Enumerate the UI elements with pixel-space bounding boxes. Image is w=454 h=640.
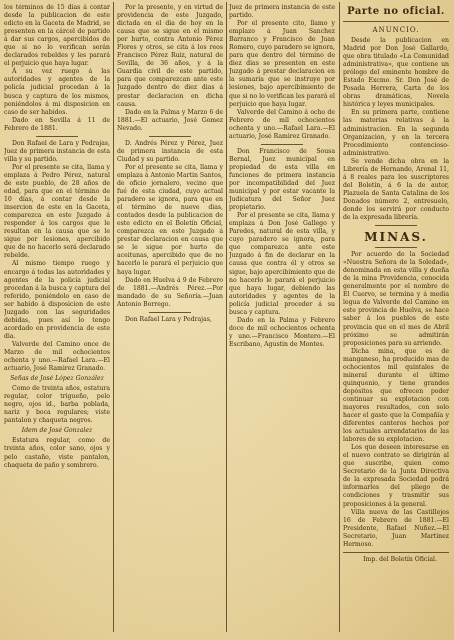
section-heading: MINAS.: [364, 230, 428, 245]
divider: [375, 225, 417, 226]
paragraph: Don Rafael de Lara y Pedrajas, Juez de primera instancia de esta villa y su partido.: [4, 139, 110, 163]
paragraph: Valverde del Camino once de Marzo de mil ochocientos ochenta y uno.—Rafael Lara.—El actuario, José Ramirez Granado.: [4, 340, 110, 373]
divider: [36, 136, 78, 137]
divider: [343, 552, 449, 553]
subsection-heading: ANUNCIO.: [372, 26, 420, 34]
paragraph: Valverde del Camino á ocho de Febrero de mil ochocientos ochenta y uno.—Rafael Lara.—El actuario, José Ramirez Granado.: [229, 108, 335, 140]
column-rule: [339, 2, 340, 632]
paragraph: Al mismo tiempo ruego y encargo á todas las autoridades y agentes de la policía judicial procedan á la busca y captura del referido, poniéndolo en caso de ser habido á disposicion de este Juzgado con las seguridades debidas, pues así lo tengo acordado en providencia de este dia.: [4, 260, 110, 340]
paragraph: D. Andrés Pérez y Pérez, Juez de primera instancia de esta Ciudad y su partido.: [117, 139, 223, 163]
divider: [375, 247, 417, 248]
paragraph: Por el presente cito, llamo y emplazo á Juan Sanchez Barranco y Francisco de Juan Romero, cuyo paradero se ignora, para que dentro del término de diez dias se presenten en este Juzgado á prestar declaracion en la sumaria que se instruye por lesiones, bajo apercibimiento de que si no lo verifican les parará el perjuicio que haya lugar.: [229, 20, 335, 108]
section-caption: Señas de José López González: [10, 375, 104, 383]
paragraph: Dado en Sevilla á 11 de Febrero de 1881.: [4, 116, 110, 132]
divider: [149, 136, 191, 137]
paragraph: Villa nueva de las Castillejos 16 de Febrero de 1881.—El Presidente, Rafael Nuñez.—El Secretario, Juan Martinez Hermoso.: [343, 508, 449, 548]
paragraph: Por la presente, y en virtud de providencia de este Juzgado, dictada en el dia de hoy en la causa que se sigue en el mismo por hurto, contra Antonio Pérez Flores y otros, se cita á los reos Francisco Pérez Ruiz, natural de Sevilla, de 36 años, y á la Guardia civil de este partido, para que comparezcan ante este Juzgado dentro de diez dias á prestar declaracion en dicha causa.: [117, 4, 223, 108]
paragraph: Don Rafael Lara y Pedrajas,: [125, 315, 212, 323]
column-rule: [113, 2, 114, 632]
paragraph: Dado en la Palma y Marzo 6 de 1881.—El actuario, José Gomez Nevado.: [117, 108, 223, 132]
paragraph: Dado en la Palma y Febrero doce de mil ochocientos ochenta y uno.—Francisco Montero.—El Escribano, Agustin de Montes.: [229, 316, 335, 348]
paragraph: Por el presente se cita, llama y emplaza á Antonio Martin Santos, de oficio jornalero, vecino que fué de esta ciudad, cuyo actual paradero se ignora, para que en el término de nueve dias, contados desde la publicacion de este edicto en el Boletín Oficial, comparezca en este Juzgado á prestar declaracion en causa que se le sigue por hurto de aceitunas, apercibido que de no hacerlo le parará el perjuicio que haya lugar.: [117, 163, 223, 276]
paragraph: Los que deseen interesarse en el nuevo contrato se dirigirán al que suscribe, quien como Secretario de la Junta Directiva de la expresada Sociedad podrá informarles del pliego de condiciones y trasmitir sus proposiciones á la general.: [343, 444, 449, 508]
printer-footer: Imp. del Boletín Oficial.: [363, 555, 437, 563]
paragraph: Don Francisco de Sousa Bernal, Juez municipal en propiedad de esta villa en funciones de primera instancia por incompatibilidad del Juez municipal y por estar vacante la Judicatura del Señor Juez propietario.: [229, 147, 335, 212]
section-caption: Idem de José Gonzalez: [21, 427, 93, 435]
divider: [149, 312, 191, 313]
paragraph: Por el presente se cita, llama y emplaza á Pedro Pérez, natural de este pueblo, de 28 años de edad, para que en el término de 10 días, á contar desde la insercion de este en la Gaceta, comparezca en este Juzgado á responder á los cargos que le resultan en la causa que se le sigue por lesiones, apercibido que de no hacerlo será declarado rebelde.: [4, 163, 110, 260]
divider: [343, 21, 449, 22]
column-rule: [226, 2, 227, 632]
paragraph: Desde la publicacion en Madrid por Don José Gallardo, que obra titulado «La Comunidad administrativa», que contiene un prólogo del eminente hombre de Estado Excmo. Sr. Don José de Posada Herrera, Carta de los obras dramáticas, Novela histórica y leyes municipales.: [343, 37, 449, 109]
paragraph: Como de treinta años, estatura regular, color trigueño, pelo negro, ojos id., barba poblada, nariz y boca regulares; viste pantalon y chaqueta negros.: [4, 385, 110, 425]
paragraph: Por acuerdo de la Sociedad «Nuestra Señora de la Soledad», denominada en esta villa y dueña de la mina Providencia, conocida generalmente por el nombre de El Cuervo, se termina y á media legua de Valverde del Camino en este provincia de Huelva, se hace saber á los pueblos de este provincia que en el mes de Abril próximo se admitirán proposiciones para su arriendo.: [343, 251, 449, 347]
divider: [261, 144, 303, 145]
paragraph: Dicha mina, que es de manganeso, ha producido mas de ochocientos mil quintales de mineral durante el último quinquenio, y tiene grandes depósitos que ofrecen poder continuar su explotacion con mayores resultados, con solo hacer el gasto que la Compañía y diferentes canteros hechos por los actuales arrendatarios de las labores de su explotacion.: [343, 347, 449, 444]
paragraph: Juez de primera instancia de este partido.: [229, 4, 335, 20]
column-1: [4, 4, 110, 630]
column-3: [229, 4, 335, 630]
section-heading: Parte no oficial.: [347, 6, 445, 17]
paragraph: Por el presente se cita, llama y emplaza á Don José Gallego y Paredes, natural de esta villa, y cuyo paradero se ignora, para que comparezca ante este Juzgado á fin de declarar en la causa que contra él y otros se sigue, bajo apercibimiento que de no hacerlo le parará el perjuicio que haya lugar, debiendo las autoridades y agentes de la policía judicial proceder á su busca y captura.: [229, 212, 335, 316]
column-4: [343, 4, 449, 630]
paragraph: Estatura regular, como de treinta años, color sano, ojos y pelo castaño, viste pantalon, chaqueta de paño y sombrero.: [4, 437, 110, 469]
paragraph: los términos de 15 días á contar desde la publicacion de este edicto en la Gaceta de Madrid, se presenten en la cárcel de partido á dar sus cargos, apercibidos de que si no lo verifican serán declarados rebeldes y les parará el perjuicio que haya lugar.: [4, 4, 110, 68]
paragraph: En su primera parte, contiene las materias relativas á la administracion. En la segunda Organizacion, y en la tercera Procedimiento contencioso-administrativo.: [343, 109, 449, 157]
paragraph: Dado en Huelva á 9 de Febrero de 1881.—Andrés Pérez.—Por mandado de su Señoría.—Juan Antonio Borrego.: [117, 276, 223, 308]
paragraph: Á su vez ruego á las autoridades y agentes de la policía judicial procedan á la busca y captura de los mismos, poniéndolos á mi disposicion en caso de ser habidos.: [4, 68, 110, 116]
column-2: [117, 4, 223, 630]
paragraph: Se vende dicha obra en la Librería de Hernando, Arenal 11, á 8 reales para los suscriptores del Boletín, á 6 la de autor, Plazuela de Santa Catalina de los Donados número 2, entresuelo, donde los servirá por conducto de la expresada librería.: [343, 157, 449, 222]
